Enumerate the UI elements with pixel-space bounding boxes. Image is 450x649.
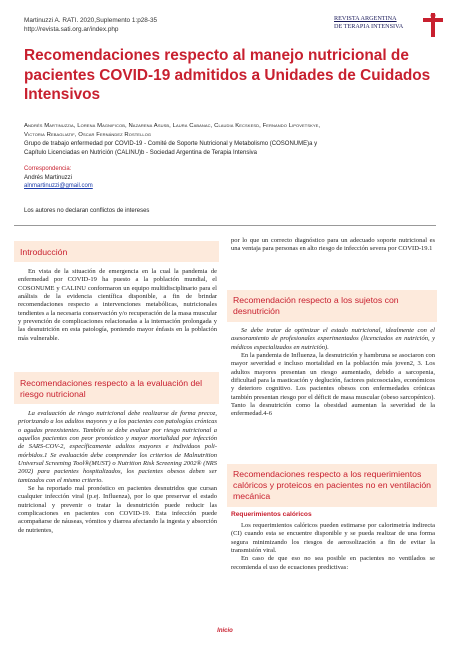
affiliations — [24, 140, 434, 157]
caloric-heading: Recomendaciones respecto a los requerimientos calóricos y proteicos en pacientes no en ventilación mecánica — [233, 469, 431, 501]
intro-heading-box — [14, 241, 219, 262]
journal-logo — [334, 13, 444, 37]
logo-line1: REVISTA ARGENTINA — [334, 15, 397, 22]
author-list — [24, 122, 434, 139]
subjects-section-text — [231, 327, 435, 419]
intro-heading: Introducción — [20, 247, 68, 257]
article-title: Recomendaciones respecto al manejo nutricional de pacientes COVID-19 admitidos a Unidades de Cuidados Intensivos — [24, 47, 431, 103]
footer-home-link[interactable]: Inicio — [217, 628, 233, 634]
authors-line1: Andrés Martinuzzia, Lorena Magnificob, Nazarena Asusb, Laura Cabanac, Claudia Kecskesd, Fernando Lipovetskye, — [24, 123, 321, 129]
authors-line2: Victoria Rebagliatif, Oscar Fernández Rostellog — [24, 131, 152, 138]
eval-paragraph: Se ha reportado mal pronóstico en pacientes desnutridos que cursan cualquier infección viral (p.ej. Influenza), por lo que preservar el estado nutricional y prevenir o tratar la desnutrición puede reducir las complicaciones en pacientes con COVID-19. Esta infección puede acompañarse de náuseas, vómitos y diarrea afectando la ingesta y absorción de nutrientes, — [18, 485, 217, 534]
eval-heading-box — [14, 372, 219, 404]
continued-paragraph: por lo que un correcto diagnóstico para un adecuado soporte nutricional es una ventaja para personas en alto riesgo de infección severa por COVID-19.1 — [231, 237, 435, 253]
correspondence-label: Correspondencia: — [24, 166, 72, 172]
affiliation-line2: Capítulo Licenciadas en Nutrición (CALINU)b - Sociedad Argentina de Terapia Intensiva — [24, 149, 258, 156]
divider — [14, 225, 436, 226]
citation-url[interactable]: http://revista.sati.org.ar/index.php — [24, 26, 119, 33]
caloric-heading-box — [227, 464, 437, 507]
logo-line2: DE TERAPIA INTENSIVA — [334, 23, 404, 30]
caloric-paragraph1: Los requerimientos calóricos pueden estimarse por calorimetría indirecta (CI) cuando esta se encuentre disponible y se pueda realizar de una forma segura minimizando los riesgos de aerosolización a fin de evitar la transmisión viral. — [231, 522, 435, 555]
caloric-section-text — [231, 522, 435, 572]
correspondence-name: Andrés Martinuzzi — [24, 175, 73, 181]
subjects-heading-box — [227, 290, 437, 322]
eval-section-text — [18, 410, 217, 535]
subjects-heading: Recomendación respecto a los sujetos con desnutrición — [233, 295, 399, 316]
eval-italic-paragraph: La evaluación de riesgo nutricional debe realizarse de forma precoz, priorizando a los adultos mayores y a los pacientes con patologías crónicas o agudas preexistentes. También se debe evaluar por riesgo nutricional a aquellos pacientes con peor pronóstico y mayor mortalidad por infección de SARS-COV-2, específicamente adultos mayores e individuos poli-mórbidos.1 Se evaluación debe comprender los criterios de Malnutrition Universal Screening Tool®(MUST) o Nutrition Risk Screening 2002® (NRS 2002) para pacientes hospitalizados, los pacientes obesos deben ser tamizados con el mismo criterio. — [18, 410, 217, 484]
subjects-italic-paragraph: Se debe tratar de optimizar el estado nutricional, idealmente con el asesoramiento de profesionales experimentados (licenciados en nutrición, y médicos especializados en nutrición). — [231, 327, 435, 351]
conflict-statement: Los autores no declaran conflictos de intereses — [24, 208, 150, 214]
affiliation-line1: Grupo de trabajo enfermedad por COVID-19 - Comité de Soporte Nutricional y Metabolismo (COSONUME)a y — [24, 141, 318, 147]
correspondence-email[interactable]: alnmartinuzzi@gmail.com — [24, 183, 93, 189]
eval-heading: Recomendaciones respecto a la evaluación del riesgo nutricional — [20, 378, 203, 399]
subjects-paragraph: En la pandemia de Influenza, la desnutrición y hambruna se asociaron con mayor severidad e incluso mortalidad en la población más joven2, 3. Los adultos mayores presentan un riesgo aumentado, debido a sarcopenia, dificultad para la masticación y deglución, factores psicosociales, económicos y deterioro cognitivo. Los pacientes obesos con enfermedades crónicas también presentan riesgo por el déficit de masa muscular (obeso sarcopénico). Tanto la desnutrición como la obesidad aumentan la severidad de la enfermedad.4-6 — [231, 352, 435, 418]
intro-paragraph: En vista de la situación de emergencia en la cual la pandemia de enfermedad por COVID-19 ha puesto a la población mundial, el COSONUME y CALINU conformaron un equipo multidisciplinario para el análisis de la evidencia científica disponible, a fin de brindar recomendaciones respecto a intervenciones metabólicas, nutricionales tendientes a la necesaria conservación y/o recuperación de la masa muscular y prevención de complicaciones relacionadas a la internación prolongada y las desnutrición en esta patología, poniendo mayor énfasis en la población más vulnerable. — [18, 268, 217, 342]
citation — [24, 16, 157, 34]
logo-mark-icon — [422, 13, 444, 37]
caloric-paragraph2: En caso de que eso no sea posible en pacientes no ventilados se recomienda el uso de ecuaciones predictivas: — [231, 555, 435, 571]
caloric-subheading: Requerimientos calóricos — [231, 511, 312, 518]
citation-journal: Martinuzzi A. RATI. 2020,Suplemento 1:p28-35 — [24, 17, 158, 24]
